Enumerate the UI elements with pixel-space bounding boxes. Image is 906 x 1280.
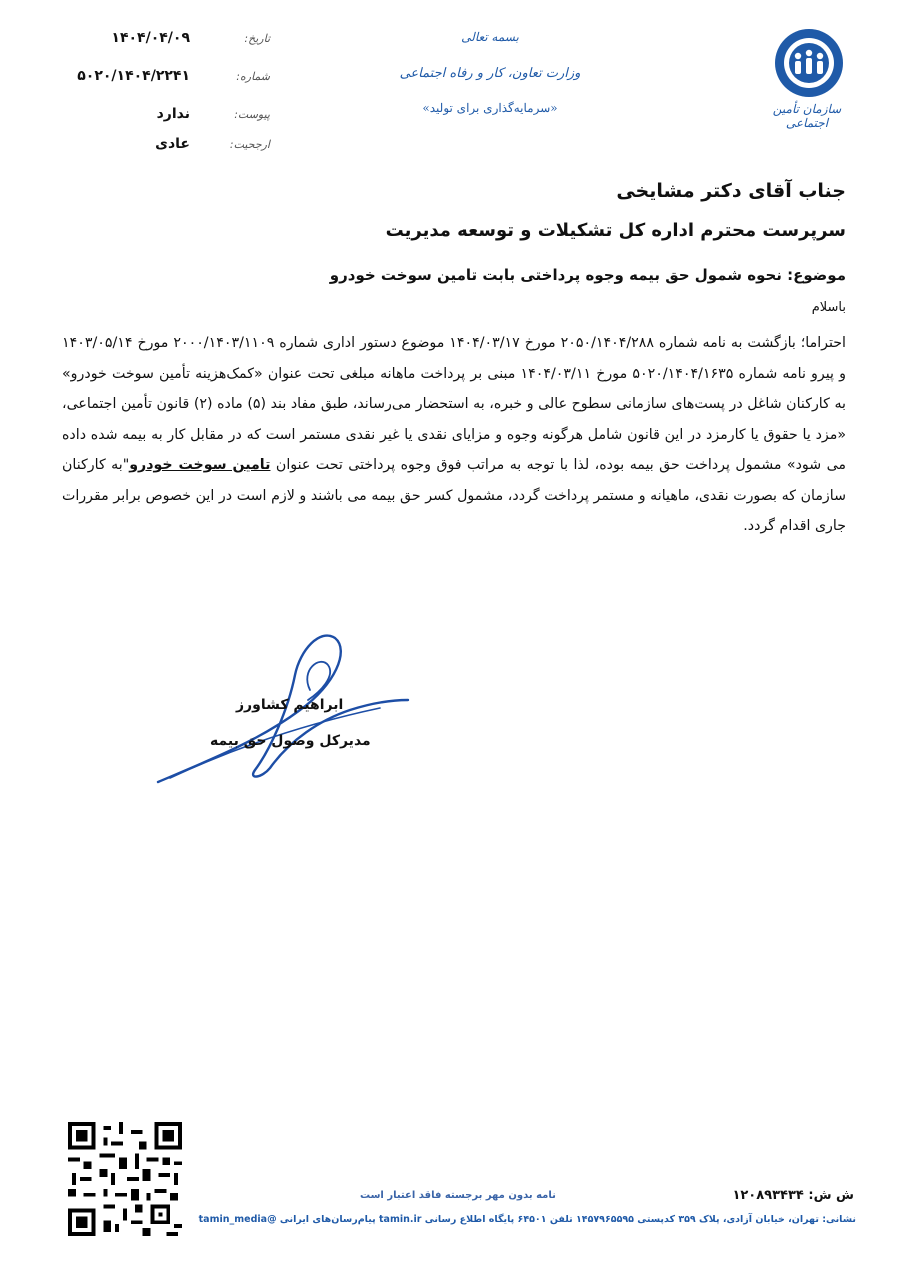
signatory-title: مدیرکل وصول حق بیمه (210, 733, 371, 749)
bismillah: بسمه تعالی (461, 30, 519, 44)
body-part-2: "به کارکنان سازمان که بصورت نقدی، ماهیانه و مستمر پرداخت گردد، مشمول کسر حق بیمه می باشند و لازم است در این خصوص برابر مقررات جاری اقدام گردد. (62, 457, 846, 534)
priority-label: ارجحیت: (229, 138, 270, 151)
letter-subject: موضوع: نحوه شمول حق بیمه وجوه پرداختی بابت تامین سوخت خودرو (329, 266, 846, 284)
number-label: شماره: (236, 70, 270, 83)
footer-validity-note: نامه بدون مهر برجسته فاقد اعتبار است (360, 1190, 556, 1201)
meta-number-row (70, 68, 270, 94)
footer-address: نشانی: تهران، خیابان آزادی، پلاک ۳۵۹ کدپستی ۱۴۵۷۹۶۵۵۹۵ تلفن ۶۴۵۰۱ پایگاه اطلاع رسانی tamin.ir پیام‌رسان‌های ایرانی @tamin_media (198, 1214, 856, 1225)
recipient-title: سرپرست محترم اداره کل تشکیلات و توسعه مدیریت (385, 220, 846, 241)
body-part-1: احتراما؛ بازگشت به نامه شماره ۲۰۵۰/۱۴۰۴/۲۸۸ مورخ ۱۴۰۴/۰۳/۱۷ موضوع دستور اداری شماره ۲۰۰۰/۱۴۰۳/۱۱۰۹ مورخ ۱۴۰۳/۰۵/۱۴ و پیرو نامه شماره ۵۰۲۰/۱۴۰۴/۱۶۳۵ مورخ ۱۴۰۴/۰۳/۱۱ مبنی بر پرداخت ماهانه مبلغی تحت عنوان «کمک‌هزینه تأمین سوخت خودرو» به کارکنان شاغل در پست‌های سازمانی سطوح عالی و خبره، به استحضار می‌رساند، طبق مفاد بند (۵) ماده (۲) قانون تأمین اجتماعی، «مزد یا حقوق یا کارمزد در این قانون شامل هرگونه وجوه و مزایای نقدی یا غیر نقدی مستمر است که در مقابل کار به بیمه شده داده می شود» مشمول پرداخت حق بیمه بوده، لذا با توجه به مراتب فوق وجوه پرداختی تحت عنوان (62, 335, 847, 473)
recipient-name: جناب آقای دکتر مشایخی (616, 180, 846, 202)
greeting: باسلام (811, 300, 846, 315)
letter-body (62, 328, 846, 542)
logo-caption: سازمان تأمین اجتماعی (772, 102, 842, 130)
year-motto: «سرمایه‌گذاری برای تولید» (422, 101, 558, 115)
body-highlight: تامین سوخت خودرو (129, 457, 271, 473)
priority-value: عادی (155, 136, 190, 152)
footer-serial: ش ش: ۱۲۰۸۹۳۴۳۴ (732, 1188, 854, 1203)
meta-attachment-row (70, 106, 270, 132)
signatory-name: ابراهیم کشاورز (236, 697, 344, 713)
date-label: تاریخ: (244, 32, 270, 45)
date-value: ۱۴۰۴/۰۴/۰۹ (111, 30, 190, 46)
number-value: ۵۰۲۰/۱۴۰۴/۲۲۴۱ (77, 68, 190, 84)
social-security-logo (772, 26, 846, 100)
attachment-label: پیوست: (234, 108, 270, 121)
qr-code (68, 1122, 182, 1236)
meta-priority-row (70, 136, 270, 162)
letterhead-center (380, 30, 600, 115)
ministry-name: وزارت تعاون، کار و رفاه اجتماعی (399, 66, 581, 81)
attachment-value: ندارد (156, 106, 190, 122)
meta-date-row (70, 30, 270, 56)
letter-meta (70, 30, 270, 162)
